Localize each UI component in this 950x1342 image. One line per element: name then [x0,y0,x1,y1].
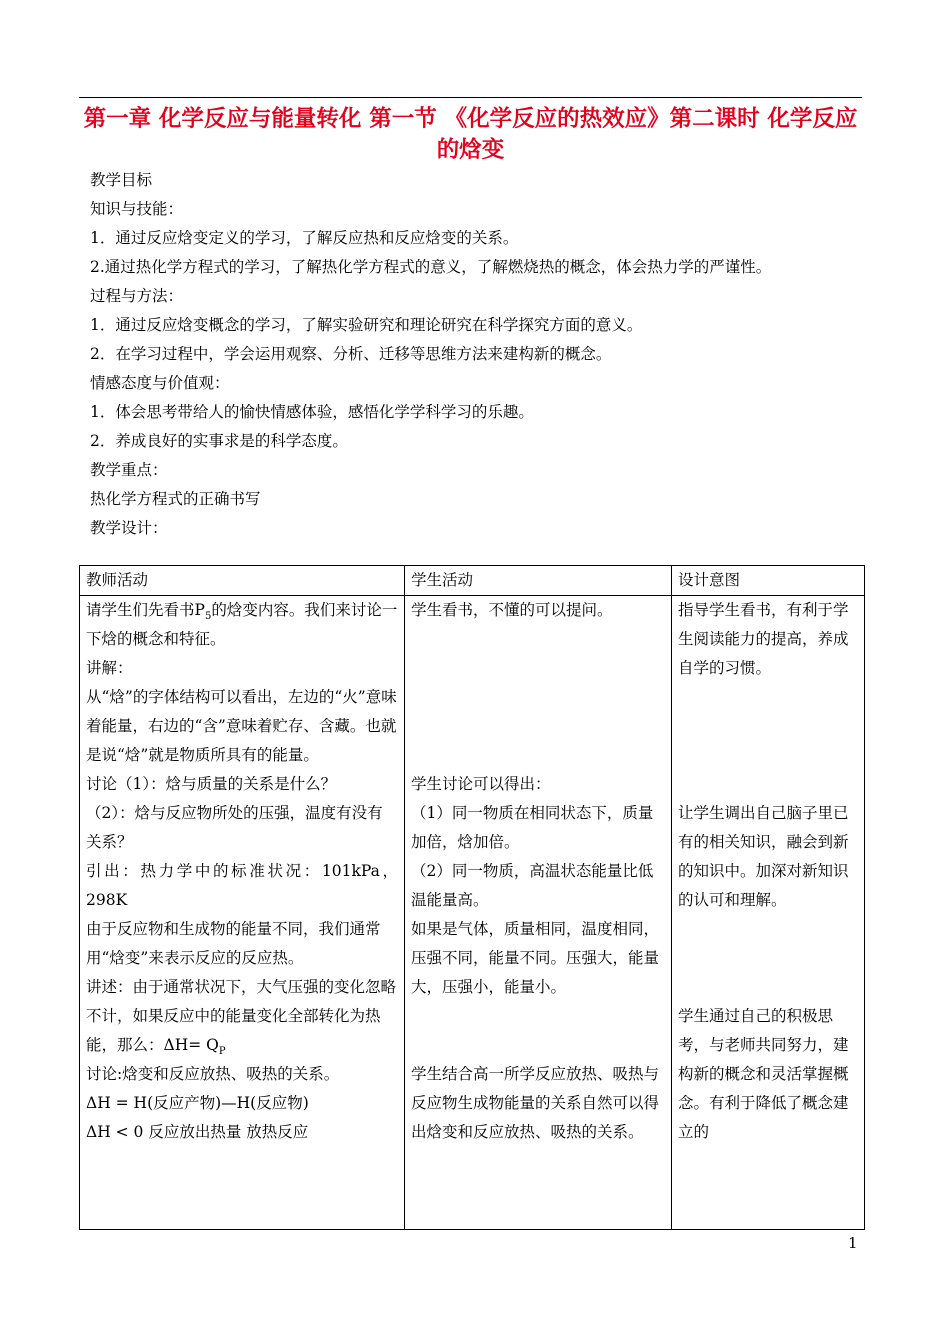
teacher-line: 讲述：由于通常状况下，大气压强的变化忽略不计，如果反应中的能量变化全部转化为热能，那么：$\Delta H= Q_P$ [86,978,397,1058]
objective-line: 2.通过热化学方程式的学习，了解热化学方程式的意义，了解燃烧热的概念，体会热力学的严谨性。 [90,258,772,276]
teacher-line: ΔH = H(反应产物)—H(反应物) [86,1094,309,1112]
table-row [80,596,865,1230]
student-line: 学生看书，不懂的可以提问。 [411,601,613,619]
teacher-line: 从“焓”的字体结构可以看出，左边的“火”意味着能量，右边的“含”意味着贮存、含藏。也就是说“焓”就是物质所具有的能量。 [86,688,397,764]
objective-line: 教学重点： [90,461,168,479]
student-activity-cell [405,596,672,1230]
page-number: 1 [848,1234,858,1252]
objectives-section [90,166,862,543]
objective-line: 过程与方法： [90,287,184,305]
teacher-line: 讨论（1）：焓与质量的关系是什么？ [86,775,337,793]
teacher-line: 讲解： [86,659,133,677]
header-student: 学生活动 [405,566,672,596]
header-intent: 设计意图 [672,566,865,596]
student-line: （2）同一物质，高温状态能量比低温能量高。 [411,862,654,909]
objective-line: 1．通过反应焓变概念的学习，了解实验研究和理论研究在科学探究方面的意义。 [90,316,643,334]
teacher-line: 讨论:焓变和反应放热、吸热的关系。 [86,1065,340,1083]
intent-line: 让学生调出自己脑子里已有的相关知识，融会到新的知识中。加深对新知识的认可和理解。 [678,804,849,909]
student-line: 学生结合高一所学反应放热、吸热与反应物生成物能量的关系自然可以得出焓变和反应放热、吸热的关系。 [411,1065,660,1141]
teacher-line: ΔH < 0 反应放出热量 放热反应 [86,1123,309,1141]
objective-line: 教学目标 [90,171,153,189]
objective-line: 1．通过反应焓变定义的学习，了解反应热和反应焓变的关系。 [90,229,519,247]
student-line: 如果是气体，质量相同，温度相同，压强不同，能量不同。压强大，能量大，压强小，能量小。 [411,920,660,996]
objective-line: 2．养成良好的实事求是的科学态度。 [90,432,348,450]
teacher-line: 请学生们先看书$P_5$的焓变内容。我们来讨论一下焓的概念和特征。 [86,601,398,648]
student-line: 学生讨论可以得出： [411,775,551,793]
objective-line: 知识与技能： [90,200,184,218]
objective-line: 2．在学习过程中，学会运用观察、分析、迁移等思维方法来建构新的概念。 [90,345,612,363]
teacher-line: 引出：热力学中的标准状况：101kPa，298K [86,862,398,909]
objective-line: 情感态度与价值观： [90,374,230,392]
design-intent-cell [672,596,865,1230]
teacher-activity-cell [80,596,405,1230]
intent-line: 指导学生看书，有利于学生阅读能力的提高，养成自学的习惯。 [678,601,849,677]
teacher-line: 由于反应物和生成物的能量不同，我们通常用“焓变”来表示反应的反应热。 [86,920,381,967]
objective-line: 1．体会思考带给人的愉快情感体验，感悟化学学科学习的乐趣。 [90,403,534,421]
intent-line: 学生通过自己的积极思考，与老师共同努力，建构新的概念和灵活掌握概念。有利于降低了概念建立的 [678,1007,849,1141]
teaching-design-table [79,565,865,1230]
objective-line: 热化学方程式的正确书写 [90,490,261,508]
objective-line: 教学设计： [90,519,168,537]
header-rule [79,97,862,98]
student-line: （1）同一物质在相同状态下，质量加倍，焓加倍。 [411,804,654,851]
teacher-line: （2）：焓与反应物所处的压强，温度有没有关系？ [86,804,383,851]
header-teacher: 教师活动 [80,566,405,596]
table-header-row [80,566,865,596]
page-title: 第一章 化学反应与能量转化 第一节 《化学反应的热效应》第二课时 化学反应的焓变 [83,106,858,163]
